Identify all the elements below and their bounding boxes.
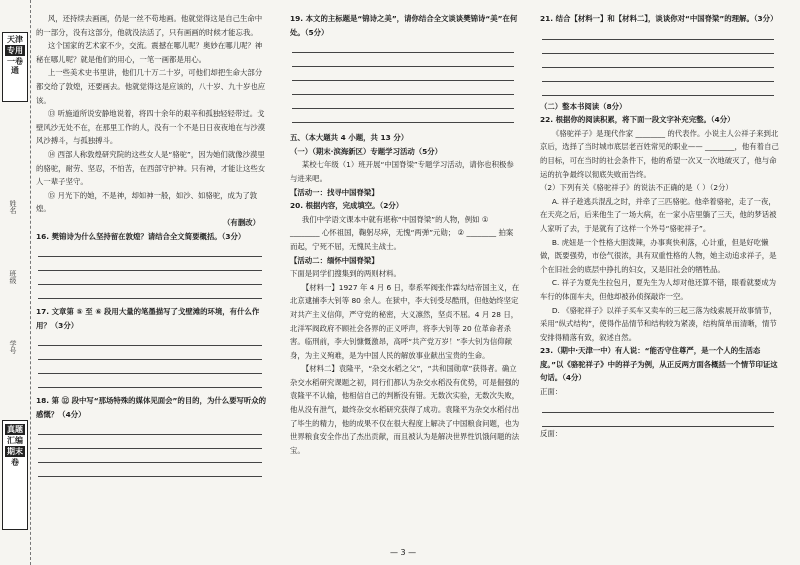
answer-line[interactable] xyxy=(542,40,774,54)
name-label: 姓名 xyxy=(9,200,17,214)
answer-line[interactable] xyxy=(542,82,774,96)
question-19: 19. 本文的主标题是“锦诗之美”，请你结合全文谈谈樊锦诗“美”在何处。（5分） xyxy=(290,14,518,37)
source-note: （有删改） xyxy=(223,217,260,227)
question-22: 22. 根据你的阅读积累，将下面一段文字补充完整。（4分） xyxy=(540,115,735,125)
class-label: 班级 xyxy=(9,270,17,284)
section-5-heading: 五、（本大题共 4 小题，共 13 分） xyxy=(290,133,409,143)
column-3 xyxy=(540,12,780,440)
passage-para: 上一些美术史书里讲，他们几十万二十岁，可他们却把生命大部分都交给了敦煌，还要画去。他就觉得这是应该的，八十岁、九十岁也应该。 xyxy=(36,68,266,105)
question-17: 17. 文章第 ⑤ 至 ⑥ 段用大量的笔墨描写了戈壁滩的环境，有什么作用？（3分） xyxy=(36,307,260,330)
option-b: B. 虎妞是一个性格大胆泼辣，办事爽快利落，心计重，但是好吃懒做，既要强势，市侩气很浓，具有双重性格的人物，她主动追求祥子，是个在旧社会的底层中挣扎的妇女，又是旧社会的牺牲品。 xyxy=(540,237,777,274)
answer-line[interactable] xyxy=(38,257,262,271)
positive-label: 正面： xyxy=(540,387,563,397)
answer-line[interactable] xyxy=(292,109,514,123)
answer-line[interactable] xyxy=(542,68,774,82)
passage-para: ⑬ 听施道所说安静地说着，将四十余年的艰辛和孤独轻轻带过。戈壁风沙无处不在，在那里工作的人，没有一个不是日日夜夜地在与沙漠风沙搏斗，与孤独搏斗。 xyxy=(36,109,266,146)
passage-para: 风，还持续去画画，仍是一丝不苟地画。他就觉得这是自己生命中的一部分，没有这部分，他就没法活了，只有画画的时候才能忘我。 xyxy=(36,14,263,37)
question-20: 20. 根据内容，完成填空。（2分） xyxy=(290,201,404,211)
answer-line[interactable] xyxy=(38,449,262,463)
answer-line[interactable] xyxy=(292,81,514,95)
answer-line[interactable] xyxy=(38,360,262,374)
question-18: 18. 第 ⑫ 段中写“那场特殊的媒体见面会”的目的，为什么要写听众的感慨？（4分） xyxy=(36,396,267,419)
answer-line[interactable] xyxy=(38,463,262,477)
answer-line[interactable] xyxy=(38,243,262,257)
id-label: 学号 xyxy=(9,340,17,354)
page-number: — 3 — xyxy=(390,548,417,557)
binding-strip xyxy=(0,0,31,565)
answer-line[interactable] xyxy=(542,26,774,40)
column-1 xyxy=(36,12,268,477)
material-1: 【材料一】1927 年 4 月 6 日，奉系军阀张作霖勾结帝国主义，在北京逮捕李大钊等 80 余人。在狱中，李大钊受尽酷刑，但他始终坚定对共产主义信仰，严守党的秘密，大义凛然，坚贞不屈。4 月 28 日，北洋军阀政府不顾社会各界的正义呼声，将李大钊等 20 位革命者杀害。临刑前，李大钊慷慨激昂，高呼“共产党万岁！”李大钊为信仰献身，为主义殉难，是为中国人民的解放事业献出宝贵的生命。 xyxy=(290,282,520,360)
activity-2-text: 下面是同学们搜集到的两则材料。 xyxy=(290,269,401,279)
question-22-text: 《骆驼祥子》是现代作家 ________ 的代表作。小说主人公祥子来到北京后，选择了当时城市底层老百姓常见的职业—— ________，他有着自己的目标，可在当时的社会条件下，他的希望一次又一次地破灭了，他与命运的抗争最终以彻底失败而告终。 xyxy=(540,128,779,179)
answer-line[interactable] xyxy=(38,271,262,285)
activity-1-title: 【活动一：找寻中国脊梁】 xyxy=(290,187,379,197)
answer-line[interactable] xyxy=(38,346,262,360)
option-a: A. 祥子趁逃兵混乱之时，并牵了三匹骆驼。他牵着骆驼，走了一夜，在天亮之后，后来他生了一场大病，在一家小店里躺了三天，他的梦话被人家听了去，于是就有了这样一个外号“骆驼祥子”。 xyxy=(540,196,777,233)
answer-line[interactable] xyxy=(292,95,514,109)
answer-line[interactable] xyxy=(38,435,262,449)
answer-line[interactable] xyxy=(38,285,262,299)
negative-label: 反面： xyxy=(540,428,563,438)
answer-line[interactable] xyxy=(38,421,262,435)
answer-line[interactable] xyxy=(542,54,774,68)
question-21: 21. 结合【材料一】和【材料二】，谈谈你对“中国脊梁”的理解。（3分） xyxy=(540,14,778,23)
subsection-1: （一）（期末·滨海新区）专题学习活动（5分） xyxy=(290,146,443,156)
option-d: D. 《骆驼祥子》以祥子买车又卖车的三起三落为线索展开故事情节，采用“纵式结构”，使得作品情节和结构较为紧凑，结构简单而清晰，情节安排得精落有致，叙述自然。 xyxy=(540,305,777,342)
answer-line[interactable] xyxy=(542,399,774,413)
answer-line[interactable] xyxy=(38,374,262,388)
column-2 xyxy=(290,12,520,457)
passage-para: ⑭ 西部人称敦煌研究院的这些女人是“骆驼”，因为她们就像沙漠里的骆驼，耐劳、坚忍，不怕苦，在西部守护神。只有神，才能让这些女人一辈子坚守。 xyxy=(36,149,266,187)
answer-line[interactable] xyxy=(292,67,514,81)
question-23: 23.（期中·天津一中）有人说：“能否守住尊严，是一个人的生活态度。”以《骆驼祥子》中的祥子为例，从正反两方面各概括一个情节印证这句话。（4分） xyxy=(540,346,778,383)
subsection-2: （二）整本书阅读（8分） xyxy=(540,101,627,111)
answer-line[interactable] xyxy=(292,39,514,53)
fill-blank-text: 我们中学语文课本中就有堪称“中国脊梁”的人物，例如 ① ________ 心怀祖国，鞠躬尽瘁，无愧“两弹”元勋； ② ________ 拍案而起，宁死不屈，无愧民主战士。 xyxy=(290,214,514,251)
passage-para: ⑮ 月光下的她，不是神，却如神一般，如沙、如骆驼，成为了敦煌。 xyxy=(36,190,258,214)
activity-2-title: 【活动二：缅怀中国脊梁】 xyxy=(290,255,379,265)
brand-badge-top: 天津 专用 一卷 通 xyxy=(2,32,28,102)
material-2: 【材料二】袁隆平，“杂交水稻之父”，“共和国勋章”获得者。确立杂交水稻研究课题之初，同行们都认为杂交水稻没有优势，可是倔强的袁隆平不认输，他相信自己的判断没有错。无数次实验，无数次失败，他从没有泄气，最终杂交水稻研究获得了成功。袁隆平为杂交水稻付出了毕生的精力，他的成果不仅在很大程度上解决了中国粮食问题，也为世界粮食安全作出了杰出贡献，而且被认为是解决世界性饥饿问题的法宝。 xyxy=(290,364,520,455)
option-c: C. 祥子为夏先生拉包月，夏先生为人却对他还算不错，眼看就要成为车行的体面车夫，但他却被孙侦探敲诈一空。 xyxy=(540,278,777,301)
passage-para: 这个国家的艺术家不少，交流。震撼在哪儿呢？奥妙在哪儿呢？神秘在哪儿呢？就是他们的用心，一笔一画都是用心。 xyxy=(36,41,263,64)
question-16: 16. 樊锦诗为什么坚持留在敦煌？请结合全文简要概括。（3分） xyxy=(36,231,246,241)
answer-line[interactable] xyxy=(292,53,514,67)
brand-badge-bottom: 真题 汇编 期末 卷 xyxy=(2,420,28,530)
answer-line[interactable] xyxy=(542,413,774,427)
answer-line[interactable] xyxy=(38,332,262,346)
question-22-part2: （2）下列有关《骆驼祥子》的说法不正确的是（ ）（2分） xyxy=(540,183,733,193)
activity-intro: 某校七年级（1）班开展“中国脊梁”专题学习活动，请你也积极参与进来吧。 xyxy=(290,160,514,183)
